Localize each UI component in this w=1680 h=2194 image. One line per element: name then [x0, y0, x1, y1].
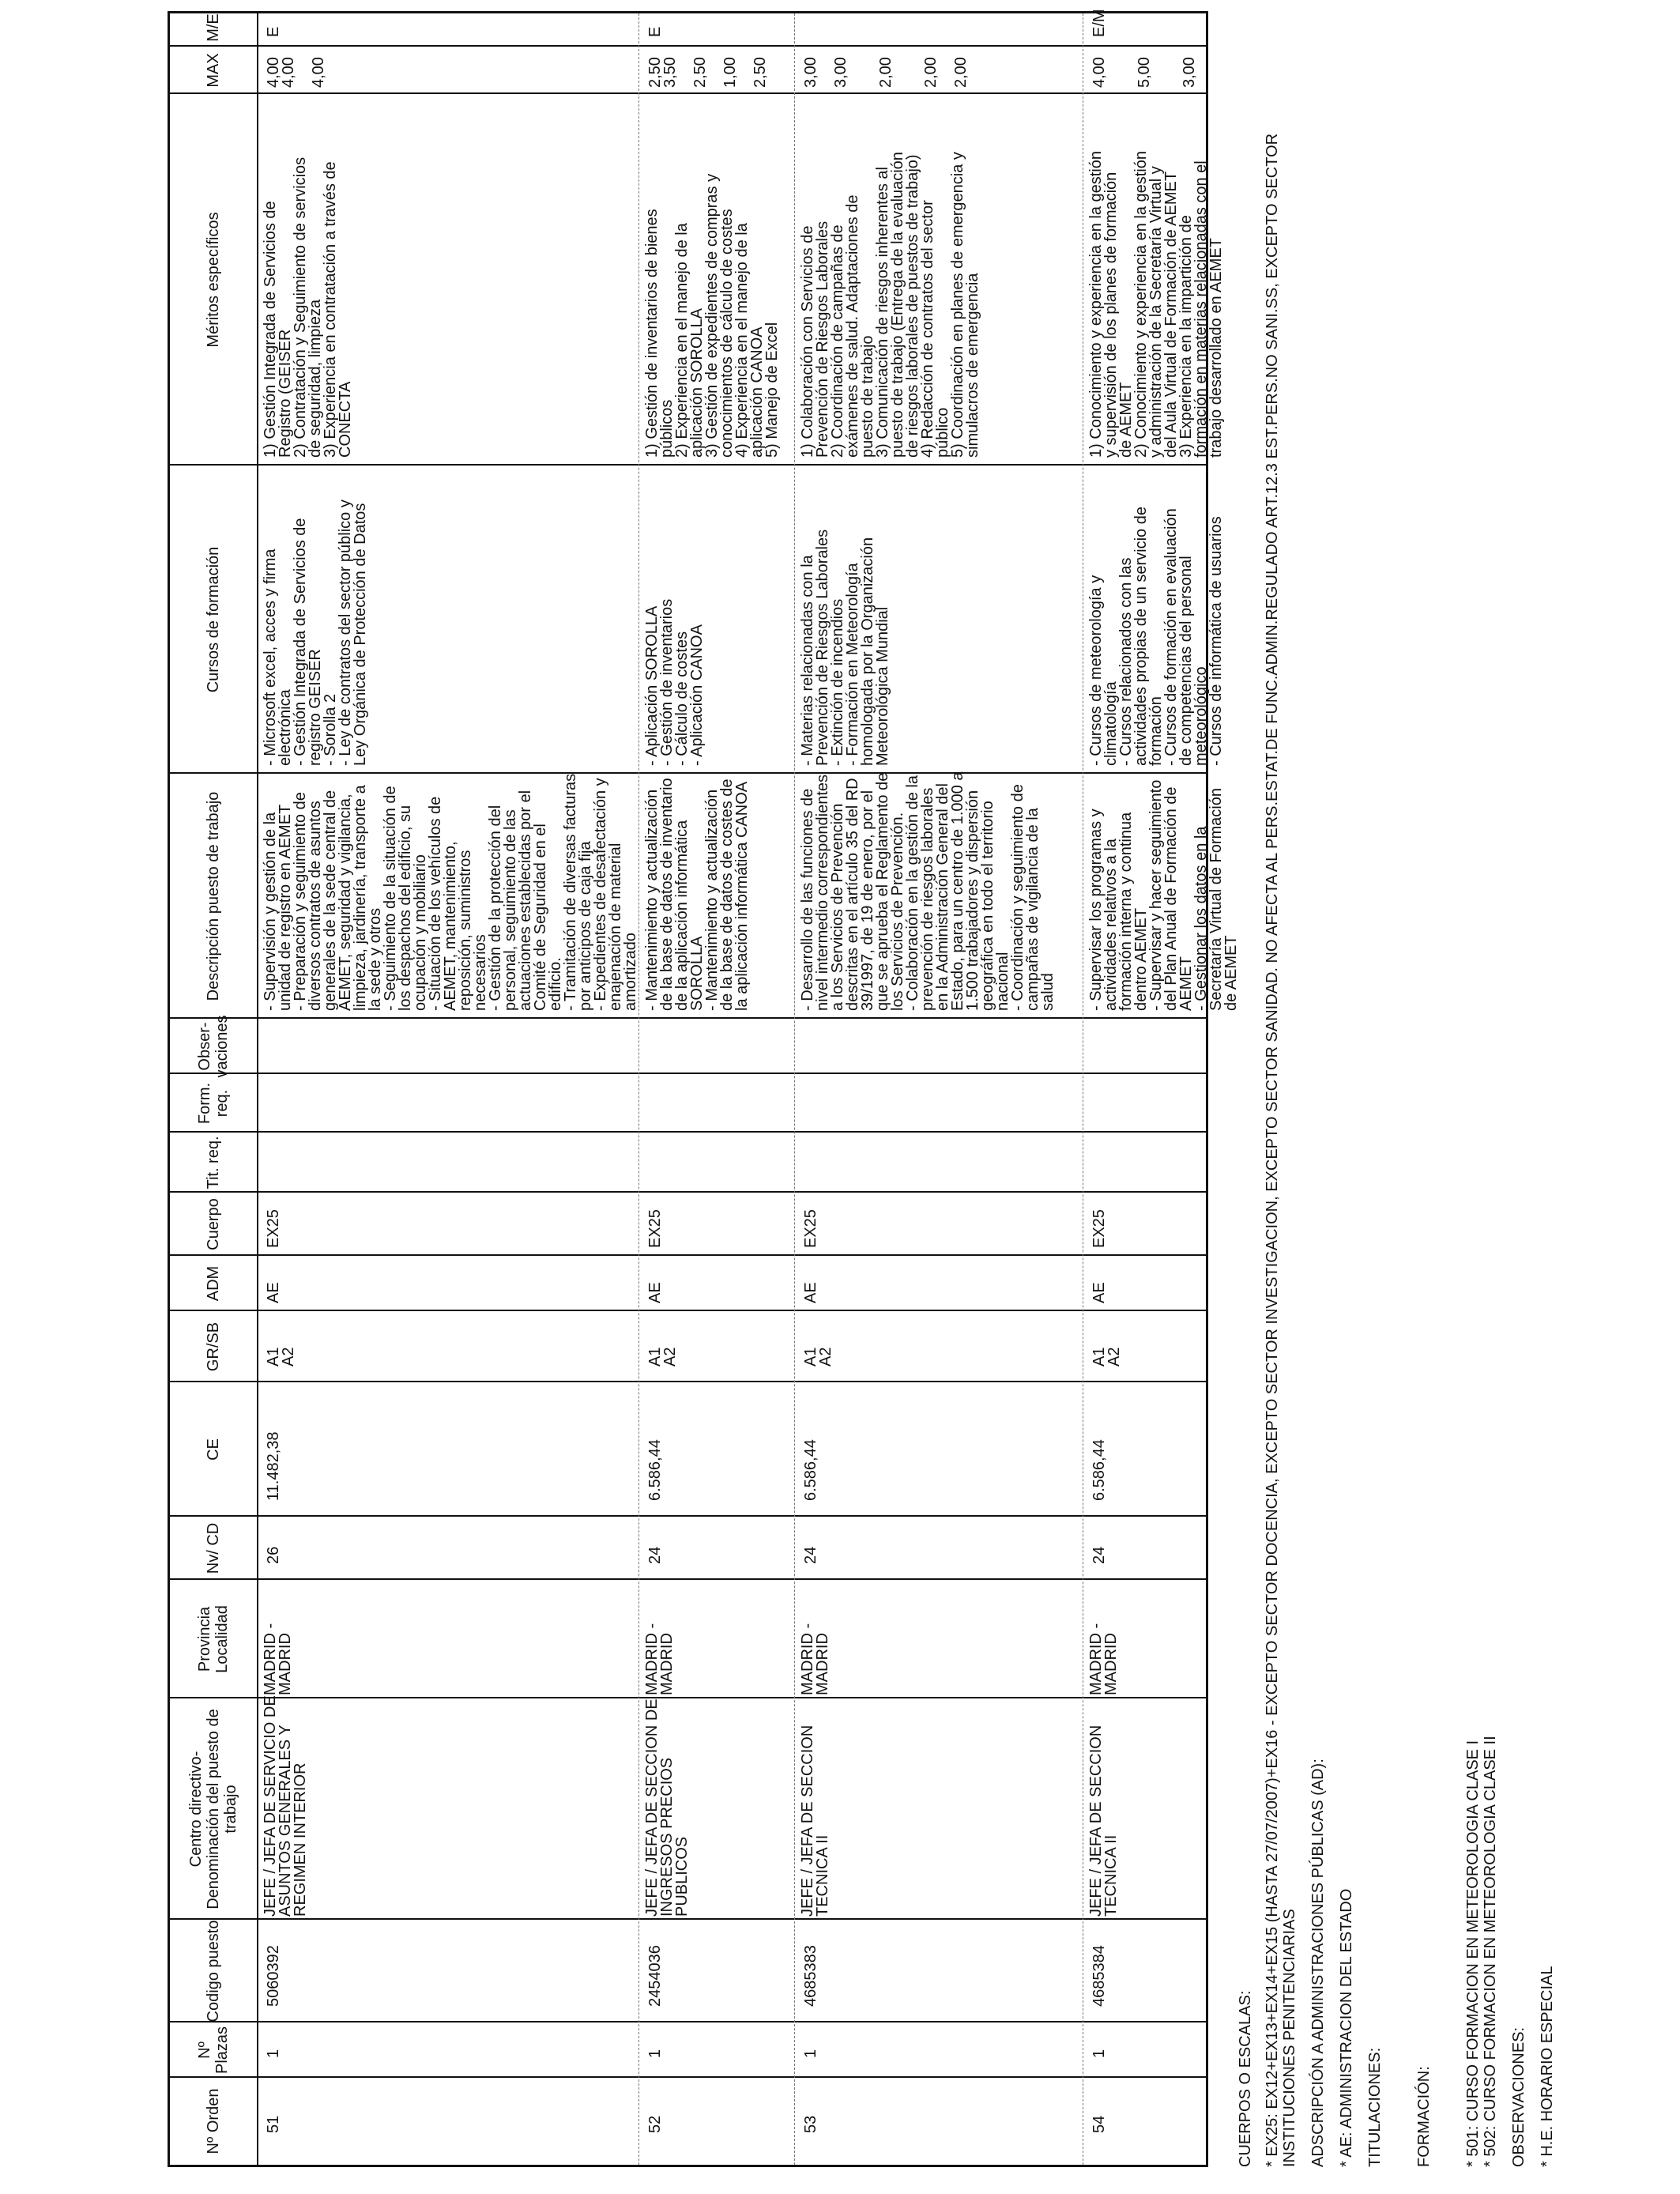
cell-nivel: 24 [646, 1546, 664, 1564]
cell-meritos: 1) Colaboración con Servicios de Prevención de Riesgos Laborales 2) Coordinación de campañas de exámenes de salud. Adaptaciones de puesto de trabajo 3) Comunicación de riesgos inherentes al puesto de trabajo (Entrega de la evaluación de riesgos laborales de puestos de trabajo) 4) Redacción de contratos del sector público 5) Coordinación en planes de emergencia y simulacros de emergencia [799, 152, 981, 458]
cell-grsb: A1 A2 [646, 1347, 679, 1367]
cell-centro: JEFE / JEFA DE SECCION DE INGRESOS PRECIOS PUBLICOS [643, 1698, 691, 1917]
cell-meritos: 1) Gestión de inventarios de bienes públicos 2) Experiencia en el manejo de la aplicación SOROLLA 3) Gestión de expedientes de compras y conocimientos de cálculo de costes 4) Experiencia en el manejo de la aplicación CANOA 5) Manejo de Excel [643, 173, 781, 458]
cell-provincia: MADRID - MADRID [1087, 1623, 1120, 1695]
cell-orden: 52 [646, 2115, 664, 2133]
cell-cuerpo: EX25 [265, 1209, 282, 1248]
cell-cursos: - Aplicación SOROLLA - Gestión de inventarios - Cálculo de costes - Aplicación CANOA [643, 598, 706, 766]
cell-adm: AE [646, 1282, 664, 1303]
cell-centro: JEFE / JEFA DE SECCION TECNICA II [799, 1725, 831, 1917]
cell-adm: AE [1090, 1282, 1108, 1303]
cell-cursos: - Materias relacionadas con la Prevención de Riesgos Laborales - Extinción de incendios - Formación en Meteorología homologada por la Organización Meteorológica Mundial [799, 529, 891, 766]
adscripcion-text: * AE: ADMINISTRACION DEL ESTADO [1338, 1888, 1355, 2167]
cell-nivel: 26 [265, 1546, 282, 1564]
header-nivel: Nv/ CD [205, 1522, 222, 1574]
cell-grsb: A1 A2 [802, 1347, 834, 1367]
header-centro: Centro directivo- Denominación del puesto de trabajo [187, 1709, 239, 1909]
header-orden: Nº Orden [205, 2088, 222, 2154]
cuerpos-text: * EX25: EX12+EX13+EX14+EX15 (HASTA 27/07/2007)+EX16 - EXCEPTO SECTOR DOCENCIA, EXCEPTO SECTOR INVESTIGACION, EXCEPTO SECTOR SANIDAD. NO AFECTA AL PERS.ESTAT.DE FUNC.ADMIN.REGULADO ART.12.3 EST.PERS.NO SANI.SS, EXCEPTO SECTOR INSTITUCIONES PENITENCIARIAS [1264, 133, 1298, 2167]
header-form: Form. req. [196, 1082, 231, 1125]
header-cursos: Cursos de formación [205, 546, 222, 693]
cell-max: 4,00 5,00 3,00 [1090, 57, 1198, 88]
cell-adm: AE [265, 1282, 282, 1303]
cell-grsb: A1 A2 [265, 1347, 297, 1367]
cell-cuerpo: EX25 [802, 1209, 819, 1248]
observaciones-text: * H.E. HORARIO ESPECIAL [1539, 1966, 1556, 2167]
cell-descripcion: - Desarrollo de las funciones de nivel intermedio correspondientes a los Servicios de Prevención descritas en el artículo 35 del RD 39/1997, de 19 de enero, por el que se aprueba el Reglamento de los Servicios de Prevención. - Colaboración en la gestión de la prevención de riesgos laborales en la Administración General del Estado, para un centro de 1.000 a 1.500 trabajadores y dispersión geográfica en todo el territorio nacional - Coordinación y seguimiento de campañas de vigilancia de la salud [799, 771, 1057, 1011]
cell-provincia: MADRID - MADRID [262, 1623, 294, 1695]
header-tit: Tit. req. [205, 1136, 222, 1189]
cell-me: E/M [1090, 9, 1108, 37]
titulaciones-title: TITULACIONES: [1366, 2047, 1384, 2167]
cell-plazas: 1 [265, 2049, 282, 2058]
cell-plazas: 1 [646, 2049, 664, 2058]
adscripcion-title: ADSCRIPCIÓN A ADMINISTRACIONES PÚBLICAS (AD): [1309, 1759, 1327, 2167]
cell-orden: 51 [265, 2115, 282, 2133]
cell-codigo: 2454036 [646, 1945, 664, 2007]
positions-table [168, 9, 1240, 2167]
formacion-text: * 501: CURSO FORMACION EN METEOROLOGIA CLASE I * 502: CURSO FORMACION EN METEOROLOGIA CLASE II [1464, 1736, 1499, 2167]
header-meritos: Méritos específicos [205, 212, 222, 348]
cell-grsb: A1 A2 [1090, 1347, 1123, 1367]
cell-codigo: 4685384 [1090, 1945, 1108, 2007]
header-grsb: GR/SB [205, 1321, 222, 1372]
cell-centro: JEFE / JEFA DE SECCION TECNICA II [1087, 1725, 1120, 1917]
cell-me: E [646, 26, 664, 37]
cell-adm: AE [802, 1282, 819, 1303]
cell-ce: 6.586,44 [646, 1439, 664, 1501]
cell-centro: JEFE / JEFA DE SERVICIO DE ASUNTOS GENERALES Y REGIMEN INTERIOR [262, 1695, 309, 1917]
cell-orden: 53 [802, 2115, 819, 2133]
cell-ce: 6.586,44 [1090, 1439, 1108, 1501]
cell-ce: 11.482,38 [265, 1431, 282, 1501]
cell-max: 2,50 3,50 2,50 1,00 2,50 [646, 57, 769, 88]
cuerpos-title: CUERPOS O ESCALAS: [1237, 1990, 1254, 2167]
cell-meritos: 1) Gestión Integrada de Servicios de Registro (GEISER 2) Contratación y Seguimiento de servicios de seguridad, limpieza 3) Experiencia en contratación a través de CONECTA [262, 156, 354, 458]
cell-descripcion: - Supervisión y gestión de la unidad de registro en AEMET - Preparación y seguimiento de diversos contratos de asuntos generales de la sede central de AEMET, seguridad y vigilancia, limpieza, jardinería, transporte a la sede y otros - Seguimiento de la situación de los despachos del edificio, su ocupación y mobiliario - Situación de los vehículos de AEMET, mantenimiento, reposición, suministros necesarios - Gestión de la protección del personal, seguimiento de las actuaciones establecidas por el Comité de Seguridad en el edificio. - Tramitación de diversas facturas por anticipos de caja fija - Expedientes de desafectación y enajenación de material amortizado [262, 773, 639, 1011]
header-ce: CE [205, 1438, 222, 1461]
cell-codigo: 4685383 [802, 1945, 819, 2007]
formacion-title: FORMACIÓN: [1415, 2066, 1433, 2167]
cell-cuerpo: EX25 [1090, 1209, 1108, 1248]
cell-plazas: 1 [1090, 2049, 1108, 2058]
header-me: M/E [205, 13, 222, 42]
cell-orden: 54 [1090, 2115, 1108, 2133]
cell-descripcion: - Mantenimiento y actualización de la base de datos de inventario de la aplicación informática SOROLLA - Mantenimiento y actualización de la base de datos de costes de la aplicación informática CANOA [643, 778, 751, 1011]
header-obs: Obser- vaciones [196, 1015, 231, 1078]
footnotes [1237, 33, 1556, 2167]
cell-descripcion: - Supervisar los programas y actividades relativos a la formación interna y continua dentro AEMET - Supervisar y hacer seguimiento del Plan Anual de Formación de AEMET - Gestionar los datos en la Secretaría Virtual de Formación de AEMET [1087, 779, 1240, 1011]
cell-max: 4,00 4,00 4,00 [265, 57, 327, 88]
cell-provincia: MADRID - MADRID [799, 1623, 831, 1695]
cell-cuerpo: EX25 [646, 1209, 664, 1248]
cell-ce: 6.586,44 [802, 1439, 819, 1501]
cell-me: E [265, 26, 282, 37]
cell-max: 3,00 3,00 2,00 2,00 2,00 [802, 57, 970, 88]
cell-provincia: MADRID - MADRID [643, 1623, 676, 1695]
header-codigo: Codigo puesto [205, 1920, 222, 2022]
header-adm: ADM [205, 1265, 222, 1302]
cell-cursos: - Cursos de meteorología y climatología - Cursos relacionados con las actividades propias de un servicio de formación - Cursos de formación en evaluación de competencias del personal meteorológico - Cursos de informática de usuarios [1087, 507, 1225, 766]
cell-nivel: 24 [1090, 1546, 1108, 1564]
observaciones-title: OBSERVACIONES: [1510, 2026, 1527, 2167]
header-cuerpo: Cuerpo [205, 1198, 222, 1250]
header-max: MAX [205, 53, 222, 88]
cell-cursos: - Microsoft excel, acces y firma electrónica - Gestión Integrada de Servicios de registro GEISER - Sorolla 2 - Ley de contratos del sector público y Ley Orgánica de Protección de Datos [262, 499, 369, 766]
cell-nivel: 24 [802, 1546, 819, 1564]
header-provincia: Provincia Localidad [196, 1605, 231, 1673]
cell-codigo: 5060392 [265, 1945, 282, 2007]
header-plazas: Nº Plazas [196, 2026, 231, 2075]
cell-plazas: 1 [802, 2049, 819, 2058]
cell-meritos: 1) Conocimiento y experiencia en la gestión y supervisión de los planes de formación de AEMET 2) Conocimiento y experiencia en la gestión y administración de la Secretaría Virtual y del Aula Virtual de Formación de AEMET 3) Experiencia en la impartición de formación en materias relacionadas con el trabajo desarrollado en AEMET [1087, 151, 1225, 458]
header-descripcion: Descripción puesto de trabajo [205, 791, 222, 1001]
